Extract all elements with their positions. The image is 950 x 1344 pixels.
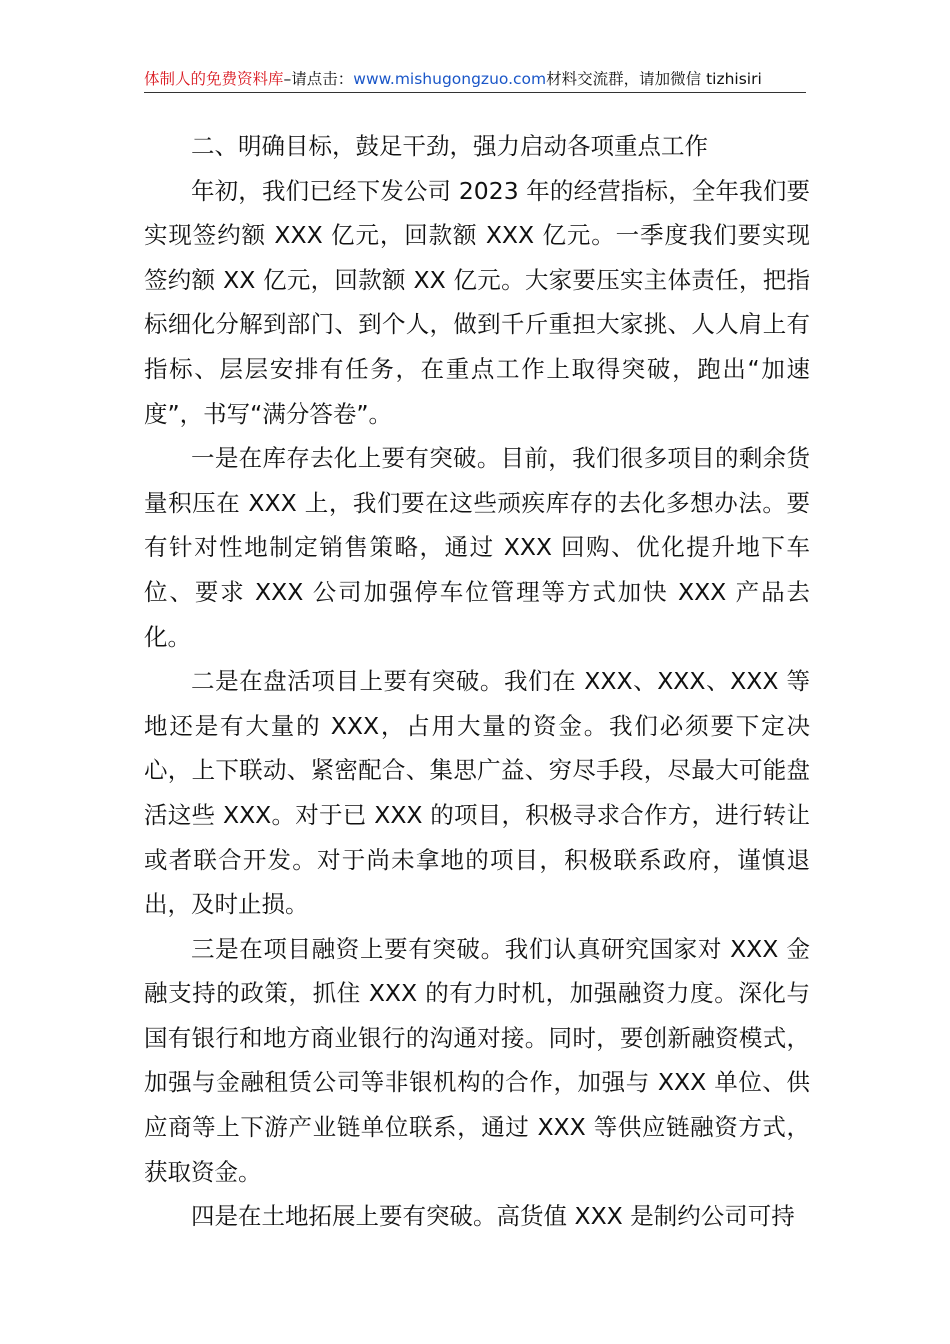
paragraph-land-expansion: 四是在土地拓展上要有突破。高货值 XXX 是制约公司可持 — [191, 1202, 795, 1231]
header-separator: –请点击： — [283, 70, 354, 88]
section-heading: 二、明确目标，鼓足干劲，强力启动各项重点工作 — [191, 132, 708, 160]
header-brand: 体制人的免费资料库 — [144, 70, 284, 88]
page-header — [144, 66, 806, 93]
document-body — [144, 124, 810, 1239]
paragraph-inventory: 一是在库存去化上要有突破。目前，我们很多项目的剩余货量积压在 XXX 上，我们要在这些顽疾库存的去化多想办法。要有针对性地制定销售策略，通过 XXX 回购、优化提升地下车位、要求 XXX 公司加强停车位管理等方式加快 XXX 产品去化。 — [144, 444, 810, 651]
header-contact-text: 材料交流群，请加微信 tizhisiri — [546, 70, 762, 88]
paragraph-revitalize-projects: 二是在盘活项目上要有突破。我们在 XXX、XXX、XXX 等地还是有大量的 XXX，占用大量的资金。我们必须要下定决心，上下联动、紧密配合、集思广益、穷尽手段，尽最大可能盘活这些 XXX。对于已 XXX 的项目，积极寻求合作方，进行转让或者联合开发。对于尚未拿地的项目，积极联系政府，谨慎退出，及时止损。 — [144, 667, 810, 919]
paragraph-financing: 三是在项目融资上要有突破。我们认真研究国家对 XXX 金融支持的政策，抓住 XXX 的有力时机，加强融资力度。深化与国有银行和地方商业银行的沟通对接。同时，要创新融资模式，加强与金融租赁公司等非银机构的合作，加强与 XXX 单位、供应商等上下游产业链单位联系，通过 XXX 等供应链融资方式，获取资金。 — [144, 934, 810, 1186]
paragraph-annual-targets: 年初，我们已经下发公司 2023 年的经营指标，全年我们要实现签约额 XXX 亿元，回款额 XXX 亿元。一季度我们要实现签约额 XX 亿元，回款额 XX 亿元。大家要压实主体责任，把指标细化分解到部门、到个人，做到千斤重担大家挑、人人肩上有指标、层层安排有任务，在重点工作上取得突破，跑出“加速度”，书写“满分答卷”。 — [144, 176, 810, 428]
header-url-link[interactable]: www.mishugongzuo.com — [353, 70, 547, 88]
